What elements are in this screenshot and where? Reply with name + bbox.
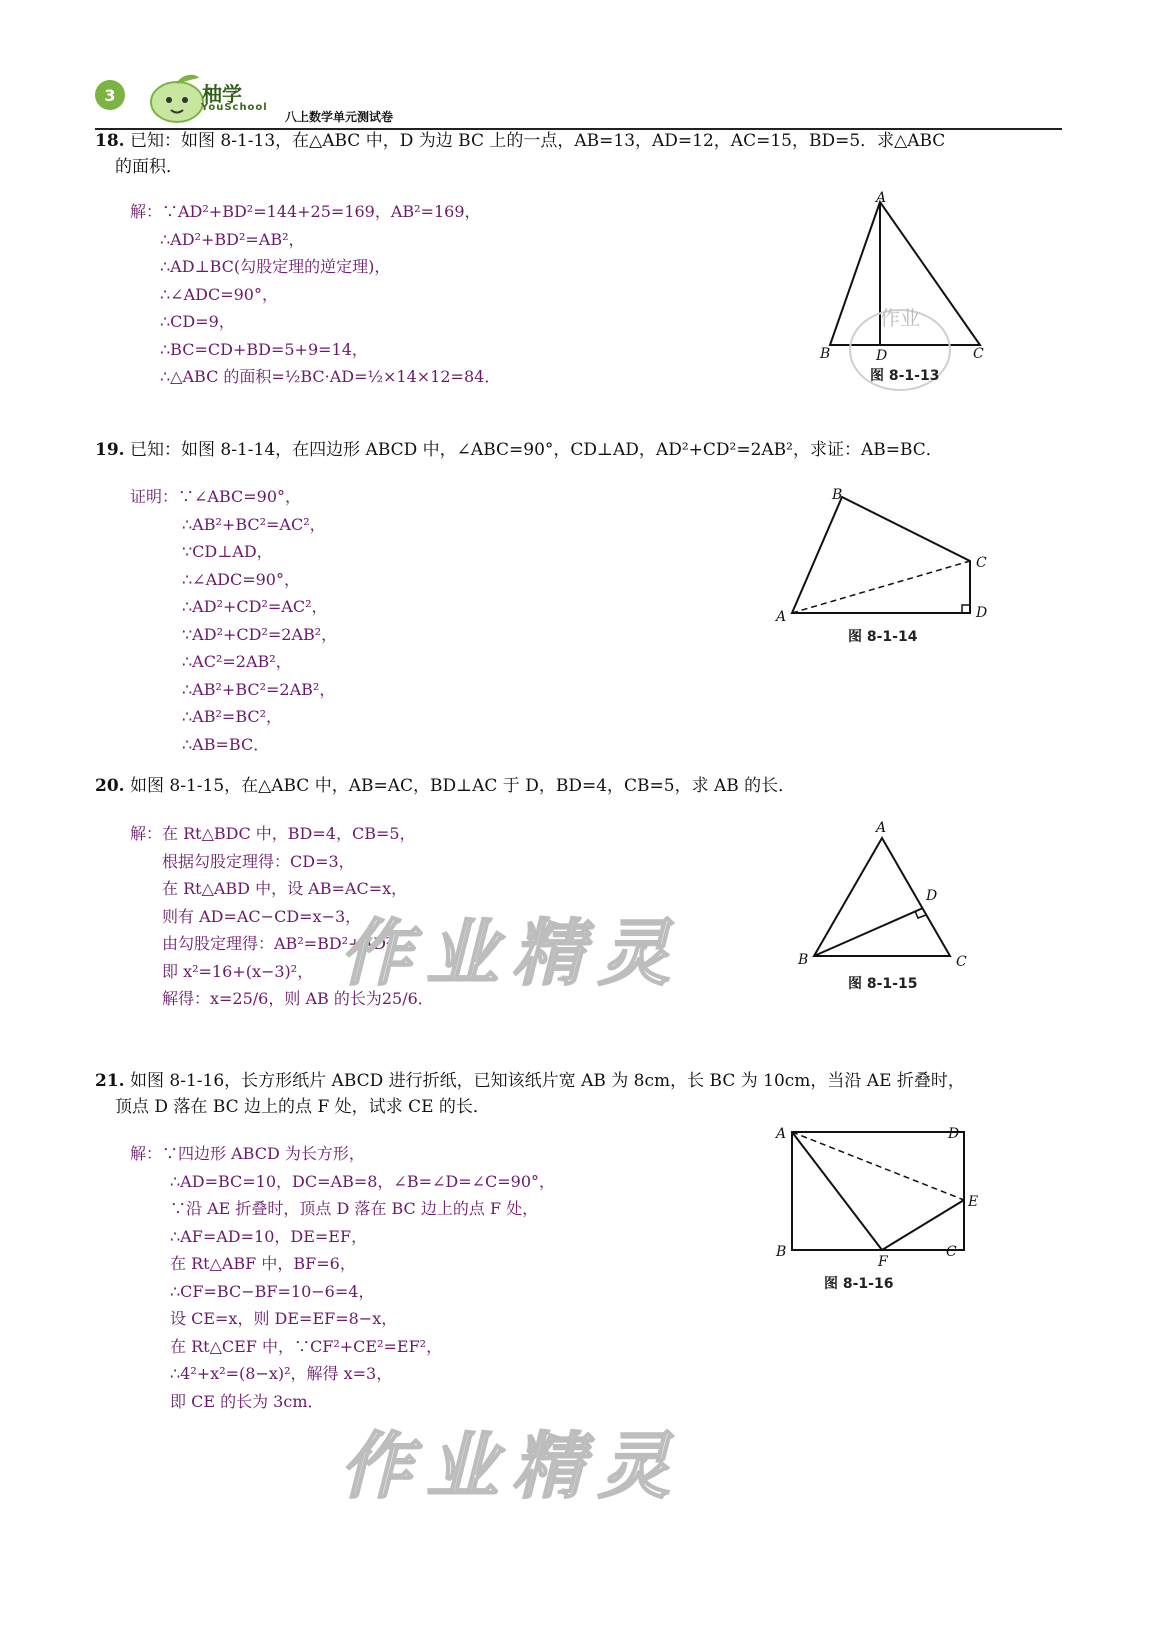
solution-line: ∴AD²+CD²=AC²，	[182, 597, 328, 616]
figure-8-1-14	[770, 485, 1000, 655]
question-21	[95, 1068, 1055, 1120]
q18-solution	[130, 198, 500, 391]
figure-8-1-16	[770, 1120, 980, 1300]
label-C: C	[973, 346, 984, 362]
solution-line: 设 CE=x，则 DE=EF=8−x，	[170, 1309, 398, 1328]
figure-caption: 图 8-1-13	[870, 368, 940, 384]
solution-line: ∴AC²=2AB²，	[182, 652, 292, 671]
solution-line: ∴AB=BC．	[182, 734, 270, 754]
label-A: A	[776, 609, 787, 625]
solution-line: 在 Rt△ABD 中，设 AB=AC=x，	[162, 879, 408, 898]
solution-line: ∴CD=9，	[160, 312, 235, 331]
label-D: D	[976, 605, 988, 621]
label-C: C	[976, 555, 987, 571]
label-D: D	[876, 348, 888, 364]
q19-text: 已知：如图 8-1-14，在四边形 ABCD 中，∠ABC=90°，CD⊥AD，AD²+CD²=2AB²，求证：AB=BC．	[129, 440, 943, 460]
header-logo	[95, 72, 285, 124]
solution-line: 即 x²=16+(x−3)²，	[162, 961, 314, 981]
solution-line: 证明：∵∠ABC=90°，	[130, 487, 302, 506]
solution-line: ∴△ABC 的面积=½BC·AD=½×14×12=84．	[160, 367, 501, 386]
solution-line: 在 Rt△CEF 中，∵CF²+CE²=EF²，	[170, 1336, 443, 1356]
solution-line: ∴CF=BC−BF=10−6=4，	[170, 1281, 375, 1301]
q19-number: 19.	[95, 440, 125, 460]
solution-line: ∴AB²+BC²=2AB²，	[182, 679, 336, 699]
label-D: D	[926, 888, 938, 904]
solution-line: ∴AB²+BC²=AC²，	[182, 514, 326, 534]
figure-8-1-15	[790, 818, 980, 998]
solution-line: ∴BC=CD+BD=5+9=14，	[160, 339, 368, 359]
q18-number: 18.	[95, 131, 125, 151]
figure-caption: 图 8-1-16	[824, 1276, 894, 1292]
solution-line: 解得：x=25/6，则 AB 的长为25/6．	[162, 989, 434, 1008]
solution-line: 解：在 Rt△BDC 中，BD=4，CB=5，	[130, 824, 416, 843]
solution-line: 即 CE 的长为 3cm．	[170, 1391, 324, 1411]
solution-line: 解：∵四边形 ABCD 为长方形，	[130, 1144, 365, 1163]
q18-text-cont: 的面积．	[115, 157, 183, 177]
page-number: 3	[95, 80, 125, 110]
solution-line: 在 Rt△ABF 中，BF=6，	[170, 1254, 356, 1273]
solution-line: 根据勾股定理得：CD=3，	[162, 851, 355, 871]
label-C: C	[956, 954, 967, 970]
solution-line: 则有 AD=AC−CD=x−3，	[162, 906, 362, 926]
watermark: 作业精灵	[340, 1423, 685, 1508]
question-19	[95, 437, 1055, 463]
question-18	[95, 128, 1055, 180]
label-E: E	[968, 1194, 979, 1210]
solution-line: ∴4²+x²=(8−x)²，解得 x=3，	[170, 1364, 393, 1383]
brand-sub: YouSchool	[201, 102, 268, 113]
label-B: B	[776, 1244, 787, 1260]
stamp-text: 作业	[880, 306, 920, 330]
question-20	[95, 773, 1055, 799]
brand-name: 柚学	[202, 82, 242, 106]
solution-line: ∵CD⊥AD，	[182, 542, 273, 561]
label-B: B	[798, 952, 809, 968]
solution-line: ∴AD⊥BC(勾股定理的逆定理)，	[160, 257, 391, 276]
figure-caption: 图 8-1-14	[848, 629, 918, 645]
label-B: B	[832, 487, 843, 503]
label-A: A	[876, 190, 887, 206]
q21-text: 如图 8-1-16，长方形纸片 ABCD 进行折纸，已知该纸片宽 AB 为 8cm，长 BC 为 10cm，当沿 AE 折叠时，	[129, 1071, 965, 1091]
label-A: A	[776, 1126, 787, 1142]
label-A: A	[876, 820, 887, 836]
solution-line: ∴AD²+BD²=AB²，	[160, 229, 305, 249]
q20-text: 如图 8-1-15，在△ABC 中，AB=AC，BD⊥AC 于 D，BD=4，CB=5，求 AB 的长．	[129, 776, 796, 796]
solution-line: ∴AB²=BC²，	[182, 707, 283, 726]
label-C: C	[946, 1244, 957, 1260]
q21-number: 21.	[95, 1071, 125, 1091]
watermark: 作业精灵	[340, 910, 685, 995]
q18-text: 已知：如图 8-1-13，在△ABC 中，D 为边 BC 上的一点，AB=13，AD=12，AC=15，BD=5．求△ABC	[129, 131, 946, 151]
solution-line: ∴∠ADC=90°，	[160, 284, 278, 304]
figure-caption: 图 8-1-15	[848, 976, 918, 992]
solution-line: 解：∵AD²+BD²=144+25=169，AB²=169，	[130, 202, 481, 221]
label-F: F	[878, 1254, 888, 1270]
solution-line: ∴AD=BC=10，DC=AB=8，∠B=∠D=∠C=90°，	[170, 1171, 556, 1191]
solution-line: 由勾股定理得：AB²=BD²+AD²，	[162, 934, 409, 953]
book-title: 八上数学单元测试卷	[285, 110, 394, 124]
solution-line: ∵AD²+CD²=2AB²，	[182, 624, 338, 644]
solution-line: ∴∠ADC=90°，	[182, 569, 300, 589]
figure-8-1-13	[810, 190, 1020, 410]
solution-line: ∴AF=AD=10，DE=EF，	[170, 1226, 368, 1246]
q19-solution	[130, 483, 337, 758]
q21-text-cont: 顶点 D 落在 BC 边上的点 F 处，试求 CE 的长．	[115, 1097, 490, 1117]
label-B: B	[820, 346, 831, 362]
solution-line: ∵沿 AE 折叠时，顶点 D 落在 BC 边上的点 F 处，	[170, 1199, 539, 1218]
q20-number: 20.	[95, 776, 125, 796]
q21-solution	[130, 1140, 555, 1415]
label-D: D	[948, 1126, 960, 1142]
